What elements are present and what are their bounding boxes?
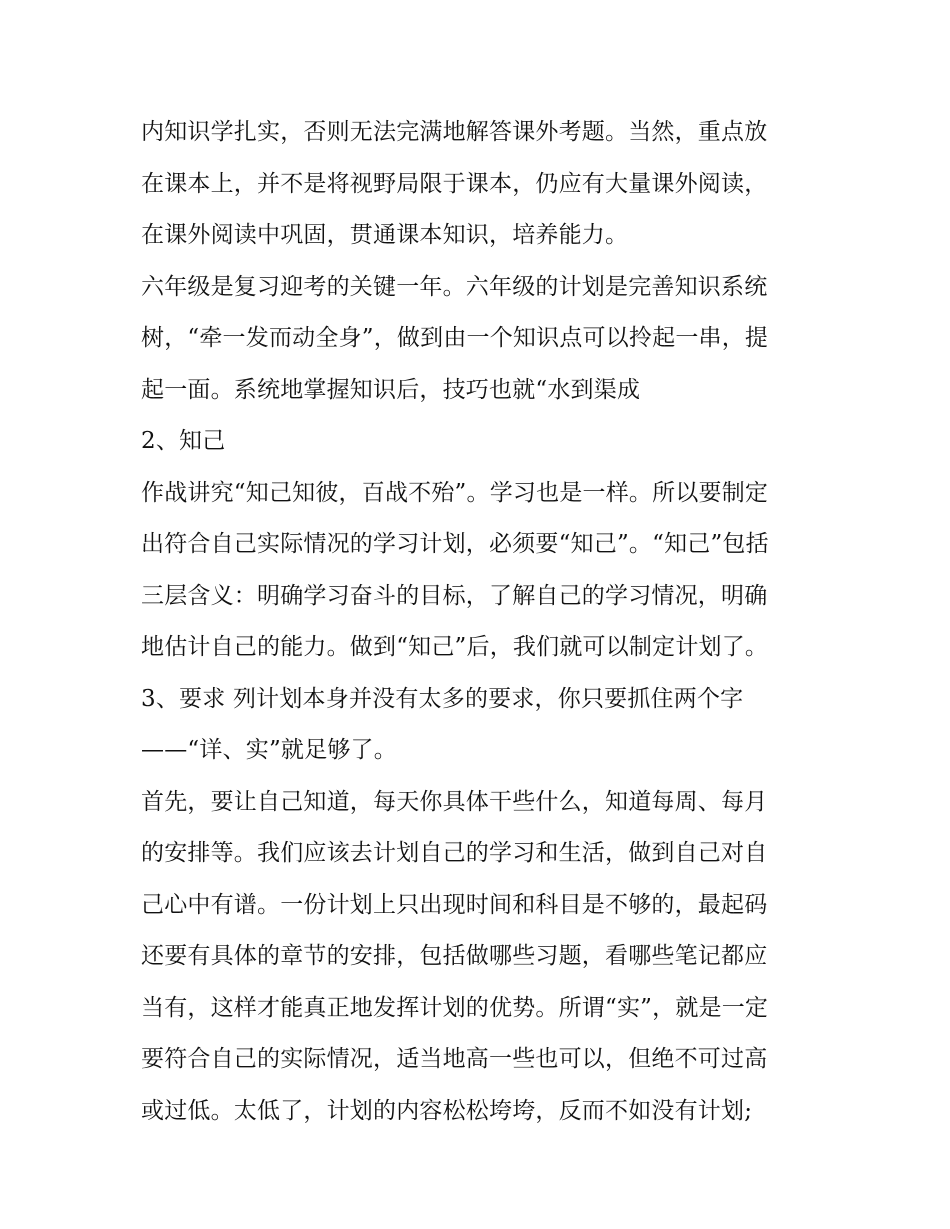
text-line: 出符合自己实际情况的学习计划，必须要“知己”。“知己”包括 <box>141 531 769 557</box>
text-line: 内知识学扎实，否则无法完满地解答课外考题。当然，重点放 <box>141 119 768 145</box>
document-body <box>141 107 821 1137</box>
text-line: 或过低。太低了，计划的内容松松垮垮，反而不如没有计划; <box>141 1097 753 1124</box>
text-line: 地估计自己的能力。做到“知己”后，我们就可以制定计划了。 <box>141 634 769 660</box>
text-line: 三层含义：明确学习奋斗的目标，了解自己的学习情况，明确 <box>141 582 768 609</box>
text-line: 要符合自己的实际情况，适当地高一些也可以，但绝不可过高 <box>141 1046 768 1072</box>
text-line: 在课本上，并不是将视野局限于课本，仍应有大量课外阅读， <box>141 170 768 197</box>
text-line: 树，“牵一发而动全身”，做到由一个知识点可以拎起一串，提 <box>141 325 769 351</box>
text-line: 起一面。系统地掌握知识后，技巧也就“水到渠成 <box>141 376 641 403</box>
text-line: 首先，要让自己知道，每天你具体干些什么，知道每周、每月 <box>141 788 768 815</box>
section-heading: 3、要求 列计划本身并没有太多的要求，你只要抓住两个字 <box>141 685 744 712</box>
text-line: 己心中有谱。一份计划上只出现时间和科目是不够的，最起码 <box>141 891 768 918</box>
text-line: ——“详、实”就足够了。 <box>141 737 397 763</box>
text-line: 当有，这样才能真正地发挥计划的优势。所谓“实”，就是一定 <box>141 994 769 1021</box>
text-line: 作战讲究“知己知彼，百战不殆”。学习也是一样。所以要制定 <box>141 479 769 506</box>
section-heading: 2、知己 <box>141 428 226 454</box>
text-line: 六年级是复习迎考的关键一年。六年级的计划是完善知识系统 <box>141 273 768 300</box>
text-line: 的安排等。我们应该去计划自己的学习和生活，做到自己对自 <box>141 840 768 866</box>
text-line: 还要有具体的章节的安排，包括做哪些习题，看哪些笔记都应 <box>141 943 768 969</box>
text-line: 在课外阅读中巩固，贯通课本知识，培养能力。 <box>141 222 629 248</box>
